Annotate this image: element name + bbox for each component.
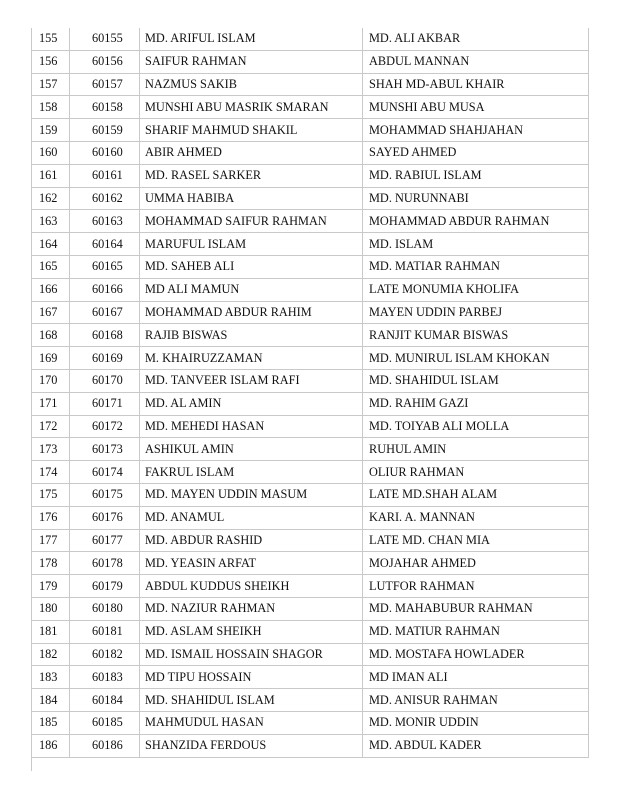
father-name-cell: MD. ANISUR RAHMAN (363, 689, 589, 712)
table-row (32, 620, 589, 643)
father-name-cell: MD. ISLAM (363, 233, 589, 256)
roll-number-cell: 60155 (70, 28, 140, 50)
serial-number-cell: 177 (32, 529, 70, 552)
table-row (32, 415, 589, 438)
serial-number-cell: 181 (32, 620, 70, 643)
roll-number-cell: 60168 (70, 324, 140, 347)
roll-number-cell: 60162 (70, 187, 140, 210)
serial-number-cell: 173 (32, 438, 70, 461)
table-row (32, 278, 589, 301)
serial-number-cell: 161 (32, 164, 70, 187)
roll-number-cell: 60158 (70, 96, 140, 119)
table-row (32, 301, 589, 324)
candidate-name-cell: MD. SHAHIDUL ISLAM (140, 689, 363, 712)
candidate-name-cell: MD. SAHEB ALI (140, 255, 363, 278)
table-row (32, 529, 589, 552)
serial-number-cell: 165 (32, 255, 70, 278)
serial-number-cell: 184 (32, 689, 70, 712)
candidate-name-cell: UMMA HABIBA (140, 187, 363, 210)
father-name-cell: MOHAMMAD SHAHJAHAN (363, 119, 589, 142)
table-row (32, 141, 589, 164)
candidate-name-cell: SHANZIDA FERDOUS (140, 734, 363, 757)
serial-number-cell: 160 (32, 141, 70, 164)
roll-number-cell: 60166 (70, 278, 140, 301)
roll-number-cell: 60177 (70, 529, 140, 552)
father-name-cell: LATE MONUMIA KHOLIFA (363, 278, 589, 301)
father-name-cell: MUNSHI ABU MUSA (363, 96, 589, 119)
table-row (32, 643, 589, 666)
serial-number-cell: 183 (32, 666, 70, 689)
candidate-name-cell: MD. ANAMUL (140, 506, 363, 529)
candidate-name-cell: MD. AL AMIN (140, 392, 363, 415)
roll-number-cell: 60163 (70, 210, 140, 233)
serial-number-cell: 162 (32, 187, 70, 210)
candidate-name-cell: SHARIF MAHMUD SHAKIL (140, 119, 363, 142)
table-row (32, 210, 589, 233)
serial-number-cell: 163 (32, 210, 70, 233)
roll-number-cell: 60183 (70, 666, 140, 689)
candidate-name-cell: MD. TANVEER ISLAM RAFI (140, 369, 363, 392)
table-row (32, 50, 589, 73)
father-name-cell: MD. MATIAR RAHMAN (363, 255, 589, 278)
roll-number-cell: 60171 (70, 392, 140, 415)
father-name-cell: LUTFOR RAHMAN (363, 575, 589, 598)
father-name-cell: KARI. A. MANNAN (363, 506, 589, 529)
candidate-name-cell: MD. ISMAIL HOSSAIN SHAGOR (140, 643, 363, 666)
serial-number-cell: 172 (32, 415, 70, 438)
candidate-name-cell: MD TIPU HOSSAIN (140, 666, 363, 689)
table-row (32, 233, 589, 256)
candidate-name-cell: MOHAMMAD SAIFUR RAHMAN (140, 210, 363, 233)
table-row (32, 483, 589, 506)
father-name-cell: MOHAMMAD ABDUR RAHMAN (363, 210, 589, 233)
serial-number-cell: 156 (32, 50, 70, 73)
candidate-name-cell: MOHAMMAD ABDUR RAHIM (140, 301, 363, 324)
serial-number-cell: 170 (32, 369, 70, 392)
table-row (32, 552, 589, 575)
candidate-name-cell: MD. MAYEN UDDIN MASUM (140, 483, 363, 506)
table-border-tail (31, 753, 32, 771)
candidate-name-cell: ASHIKUL AMIN (140, 438, 363, 461)
roll-number-cell: 60165 (70, 255, 140, 278)
roll-number-cell: 60179 (70, 575, 140, 598)
candidate-name-cell: ABDUL KUDDUS SHEIKH (140, 575, 363, 598)
candidate-name-cell: MUNSHI ABU MASRIK SMARAN (140, 96, 363, 119)
serial-number-cell: 158 (32, 96, 70, 119)
roll-number-cell: 60181 (70, 620, 140, 643)
roll-number-cell: 60172 (70, 415, 140, 438)
roll-number-cell: 60159 (70, 119, 140, 142)
candidate-name-cell: SAIFUR RAHMAN (140, 50, 363, 73)
table-row (32, 597, 589, 620)
table-row (32, 73, 589, 96)
serial-number-cell: 155 (32, 28, 70, 50)
father-name-cell: MD. RAHIM GAZI (363, 392, 589, 415)
father-name-cell: MD. RABIUL ISLAM (363, 164, 589, 187)
serial-number-cell: 167 (32, 301, 70, 324)
table-row (32, 438, 589, 461)
father-name-cell: MD. ALI AKBAR (363, 28, 589, 50)
father-name-cell: MOJAHAR AHMED (363, 552, 589, 575)
candidate-name-cell: MD. RASEL SARKER (140, 164, 363, 187)
table-row (32, 392, 589, 415)
candidate-name-cell: M. KHAIRUZZAMAN (140, 347, 363, 370)
father-name-cell: MD. MOSTAFA HOWLADER (363, 643, 589, 666)
table-body (32, 28, 589, 757)
table-row (32, 255, 589, 278)
roll-number-cell: 60185 (70, 711, 140, 734)
table-row (32, 28, 589, 50)
father-name-cell: RANJIT KUMAR BISWAS (363, 324, 589, 347)
father-name-cell: LATE MD. CHAN MIA (363, 529, 589, 552)
serial-number-cell: 174 (32, 461, 70, 484)
table-row (32, 119, 589, 142)
candidate-name-cell: MD. ABDUR RASHID (140, 529, 363, 552)
roll-number-cell: 60157 (70, 73, 140, 96)
roll-number-cell: 60176 (70, 506, 140, 529)
serial-number-cell: 179 (32, 575, 70, 598)
roll-number-cell: 60174 (70, 461, 140, 484)
roll-number-cell: 60178 (70, 552, 140, 575)
candidate-name-cell: MD. NAZIUR RAHMAN (140, 597, 363, 620)
candidate-name-cell: MARUFUL ISLAM (140, 233, 363, 256)
table-row (32, 711, 589, 734)
father-name-cell: MD. TOIYAB ALI MOLLA (363, 415, 589, 438)
roll-number-cell: 60184 (70, 689, 140, 712)
roll-number-cell: 60161 (70, 164, 140, 187)
candidate-name-cell: MD. YEASIN ARFAT (140, 552, 363, 575)
table-row (32, 506, 589, 529)
father-name-cell: MD. NURUNNABI (363, 187, 589, 210)
table-row (32, 461, 589, 484)
candidate-name-cell: MD. MEHEDI HASAN (140, 415, 363, 438)
table-row (32, 575, 589, 598)
roll-number-cell: 60164 (70, 233, 140, 256)
serial-number-cell: 169 (32, 347, 70, 370)
father-name-cell: MD. MONIR UDDIN (363, 711, 589, 734)
roll-number-cell: 60173 (70, 438, 140, 461)
candidate-name-cell: MD. ARIFUL ISLAM (140, 28, 363, 50)
candidate-name-cell: RAJIB BISWAS (140, 324, 363, 347)
table-row (32, 164, 589, 187)
serial-number-cell: 175 (32, 483, 70, 506)
table-row (32, 96, 589, 119)
roll-number-cell: 60156 (70, 50, 140, 73)
father-name-cell: ABDUL MANNAN (363, 50, 589, 73)
roll-number-cell: 60186 (70, 734, 140, 757)
father-name-cell: OLIUR RAHMAN (363, 461, 589, 484)
roll-number-cell: 60167 (70, 301, 140, 324)
roll-number-cell: 60160 (70, 141, 140, 164)
roll-number-cell: 60180 (70, 597, 140, 620)
candidate-name-cell: NAZMUS SAKIB (140, 73, 363, 96)
serial-number-cell: 168 (32, 324, 70, 347)
table-row (32, 347, 589, 370)
results-table-wrapper (31, 28, 588, 758)
roll-number-cell: 60182 (70, 643, 140, 666)
father-name-cell: MD. MUNIRUL ISLAM KHOKAN (363, 347, 589, 370)
table-row (32, 369, 589, 392)
serial-number-cell: 180 (32, 597, 70, 620)
serial-number-cell: 166 (32, 278, 70, 301)
father-name-cell: MD IMAN ALI (363, 666, 589, 689)
father-name-cell: MD. SHAHIDUL ISLAM (363, 369, 589, 392)
father-name-cell: MAYEN UDDIN PARBEJ (363, 301, 589, 324)
candidate-name-cell: FAKRUL ISLAM (140, 461, 363, 484)
roll-number-cell: 60169 (70, 347, 140, 370)
roll-number-cell: 60175 (70, 483, 140, 506)
father-name-cell: SHAH MD-ABUL KHAIR (363, 73, 589, 96)
candidate-name-cell: MAHMUDUL HASAN (140, 711, 363, 734)
results-table (31, 28, 589, 758)
father-name-cell: RUHUL AMIN (363, 438, 589, 461)
table-row (32, 666, 589, 689)
table-row (32, 734, 589, 757)
serial-number-cell: 157 (32, 73, 70, 96)
serial-number-cell: 171 (32, 392, 70, 415)
roll-number-cell: 60170 (70, 369, 140, 392)
serial-number-cell: 164 (32, 233, 70, 256)
father-name-cell: SAYED AHMED (363, 141, 589, 164)
serial-number-cell: 178 (32, 552, 70, 575)
candidate-name-cell: ABIR AHMED (140, 141, 363, 164)
candidate-name-cell: MD. ASLAM SHEIKH (140, 620, 363, 643)
serial-number-cell: 159 (32, 119, 70, 142)
table-row (32, 187, 589, 210)
table-row (32, 689, 589, 712)
serial-number-cell: 176 (32, 506, 70, 529)
serial-number-cell: 186 (32, 734, 70, 757)
table-row (32, 324, 589, 347)
serial-number-cell: 185 (32, 711, 70, 734)
serial-number-cell: 182 (32, 643, 70, 666)
father-name-cell: MD. MAHABUBUR RAHMAN (363, 597, 589, 620)
candidate-name-cell: MD ALI MAMUN (140, 278, 363, 301)
father-name-cell: MD. MATIUR RAHMAN (363, 620, 589, 643)
father-name-cell: MD. ABDUL KADER (363, 734, 589, 757)
father-name-cell: LATE MD.SHAH ALAM (363, 483, 589, 506)
